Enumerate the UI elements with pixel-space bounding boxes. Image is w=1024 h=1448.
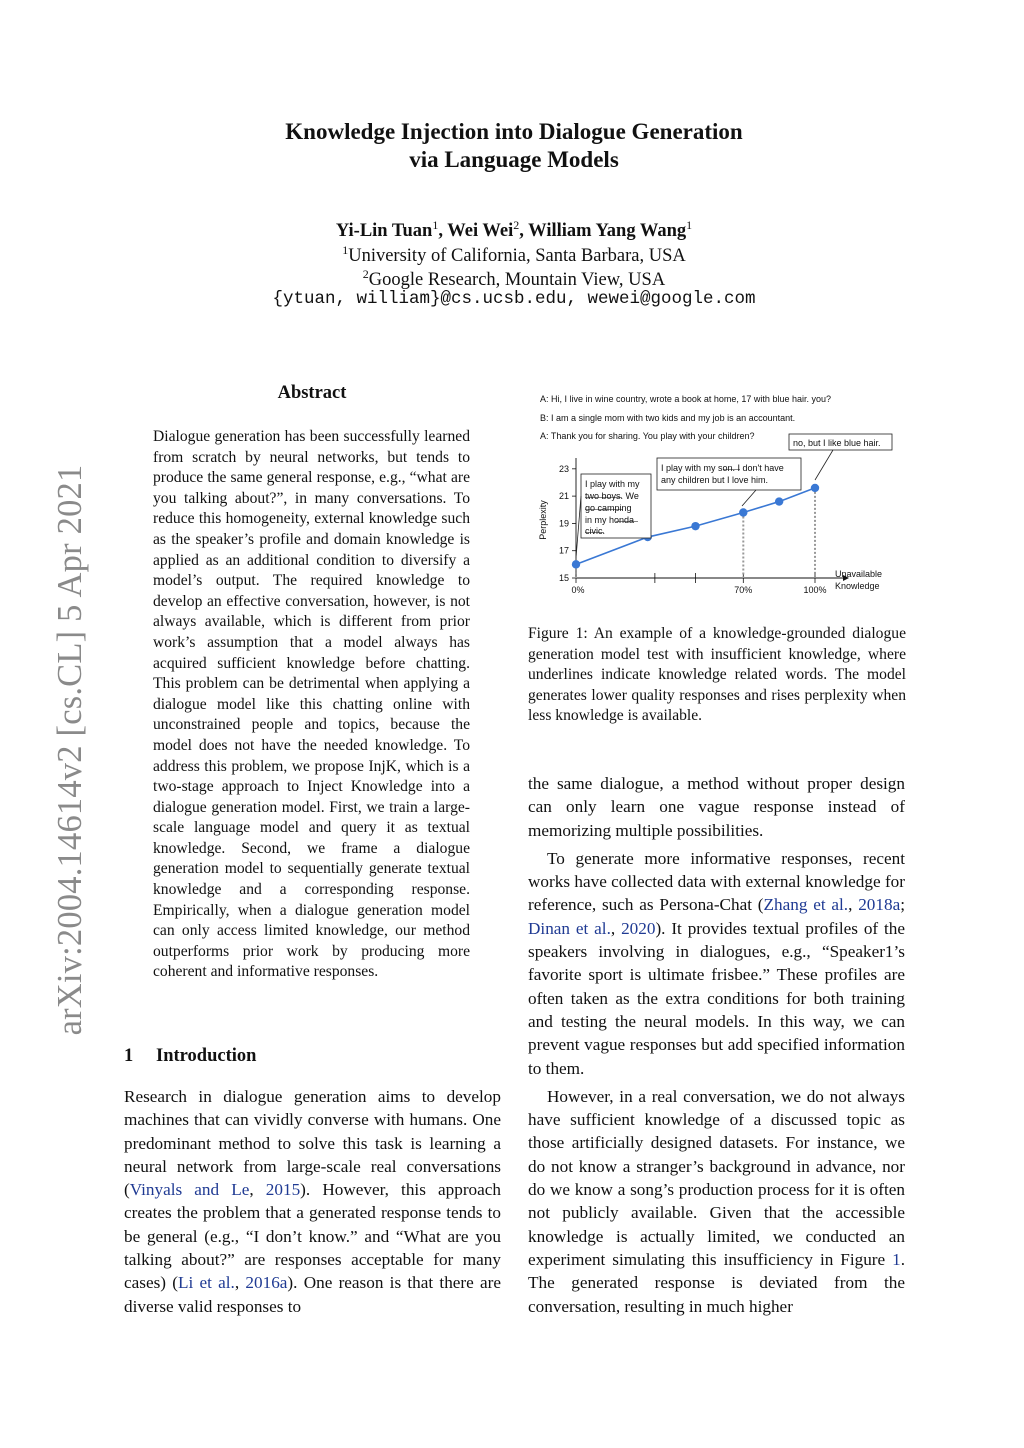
callout-1-line-1: I play with my — [585, 479, 640, 489]
author-2-sup: 2 — [513, 218, 520, 232]
citation-link[interactable]: Dinan et al. — [528, 918, 611, 938]
citation-link[interactable]: Li et al. — [177, 1273, 235, 1293]
text-run: . The generated response is deviated from the conversation, resulting in much higher — [528, 1249, 905, 1316]
abstract-heading: Abstract — [277, 383, 347, 403]
callout-3 — [789, 434, 892, 450]
text-run: , — [848, 895, 859, 915]
author-3-sup: 1 — [686, 218, 693, 232]
text-run: ). It provides textual profiles of the speakers involving in dialogues, e.g., “Speaker1’s favorite sport is ultimate frisbee.” These profiles are often taken as the extra conditions for both training and testing the neural models. In this way, we can prevent vague responses but add specified information to them. — [528, 918, 906, 1078]
figure-reference-link[interactable]: 1 — [892, 1249, 901, 1269]
intro-paragraph-continued: the same dialogue, a method without proper design can only learn one vague response instead of memorizing multiple possibilities. — [528, 774, 905, 840]
series-point — [775, 497, 783, 505]
citation-link[interactable]: 2018a — [858, 895, 901, 915]
arxiv-side-stamp: arXiv:2004.14614v2 [cs.CL] 5 Apr 2021 — [51, 464, 89, 1036]
x-tick-label: 70% — [734, 585, 753, 595]
y-axis-label: Perplexity — [538, 500, 548, 540]
figure-1 — [528, 388, 910, 606]
affiliation-2-sup: 2 — [362, 267, 369, 281]
text-run: Research in dialogue generation aims to develop machines that can vividly converse with humans. One predominant method to solve this task is learning a neural network from large-scale real conversations ( — [124, 1087, 501, 1200]
callout-3-text: no, but I like blue hair. — [793, 438, 881, 448]
callout-1-line-2: two boys. We — [585, 491, 639, 501]
callout-1-line-5: civic. — [585, 526, 605, 536]
x-axis-label-line-2: Knowledge — [835, 581, 880, 591]
author-2: Wei Wei — [447, 221, 514, 242]
text-run: To generate more informative responses, recent works have collected data with external knowledge for reference, such as Persona-Chat ( — [528, 848, 905, 915]
y-tick-label: 23 — [558, 463, 569, 474]
callout-1-line-3: go camping — [585, 503, 632, 513]
callout-1 — [581, 474, 651, 538]
abstract-body: Dialogue generation has been successfully learned from scratch by neural networks, but tends to produce the same general response, e.g., “what are you talking about?”, in many conversations. To reduce this homogeneity, external knowledge such as the speaker’s profile and domain knowledge is applied as an additional condition to diversify a model’s output. The required knowledge to develop an effective conversation, however, is not always available, which is different from prior work’s assumption that a model always has acquired sufficient knowledge before chatting. This problem can be detrimental when applying a dialogue model like this chatting online with unconstrained people and topics, because the model does not have the needed knowledge. To address this problem, we propose InjK, which is a two-stage approach to Inject Knowledge into a dialogue generation model. First, we train a large-scale language model and query it as textual knowledge. Second, we frame a dialogue generation model to sequentially generate textual knowledge and a corresponding response. Empirically, when a dialogue generation model can only access limited knowledge, our method outperforms prior work by producing more coherent and informative responses. — [153, 428, 470, 981]
affiliation-1-sup: 1 — [342, 243, 349, 257]
author-list: Yi-Lin Tuan$^1$, Wei Wei$^2$, William Yang Wang$^1$ — [335, 218, 693, 242]
intro-paragraph-1 — [124, 1085, 501, 1318]
x-tick-label: 0% — [571, 585, 585, 595]
intro-paragraph-3 — [528, 1085, 905, 1318]
text-run: ). However, this approach creates the problem that a generated response tends to be general (e.g., “I don’t know.” and “What are you talking about?” are responses acceptable for many cases) ( — [124, 1180, 501, 1293]
dialogue-line-1: A: Hi, I live in wine country, wrote a book at home, 17 with blue hair. you? — [540, 394, 831, 404]
y-tick-label: 15 — [558, 573, 569, 583]
callout-1-line-4: in my honda — [585, 515, 635, 525]
citation-link[interactable]: Zhang et al. — [763, 895, 849, 915]
dialogue-line-3: A: Thank you for sharing. You play with your children? — [540, 431, 755, 441]
series-point — [811, 484, 819, 492]
title-line-2: via Language Models — [409, 147, 619, 172]
intro-left-column — [124, 1085, 501, 1318]
text-run: ). One reason is that there are diverse valid responses to — [124, 1273, 501, 1316]
author-3: William Yang Wang — [528, 221, 687, 242]
y-tick-label: 19 — [558, 518, 569, 529]
section-heading — [124, 1046, 256, 1067]
author-emails — [180, 286, 848, 311]
y-tick-label: 17 — [558, 545, 569, 556]
intro-paragraph-2 — [528, 847, 905, 1080]
paper-title — [180, 118, 848, 174]
citation-link[interactable]: 2020 — [621, 918, 656, 938]
callout-2 — [657, 458, 801, 490]
intro-right-column — [528, 772, 905, 1318]
author-1: Yi-Lin Tuan — [335, 221, 433, 242]
affiliation-2-text: Google Research, Mountain View, USA — [368, 270, 666, 291]
text-run: ; — [900, 895, 905, 915]
title-line-1: Knowledge Injection into Dialogue Generation — [285, 119, 743, 144]
series-point — [691, 522, 699, 530]
citation-link[interactable]: 2016a — [245, 1273, 288, 1293]
section-title: Introduction — [156, 1046, 257, 1066]
callout-2-line-1: I play with my son. I don't have — [661, 463, 784, 473]
series-point — [572, 560, 580, 568]
x-tick-label: 100% — [803, 585, 827, 595]
author-1-sup: 1 — [432, 218, 439, 232]
section-number: 1 — [124, 1046, 134, 1066]
citation-link[interactable]: Vinyals and Le — [129, 1180, 250, 1200]
y-tick-label: 21 — [558, 491, 569, 502]
text-run: , — [234, 1273, 246, 1293]
affiliation-1-text: University of California, Santa Barbara, USA — [348, 246, 686, 267]
citation-link[interactable]: 2015 — [265, 1180, 301, 1200]
x-axis-label-line-1: Unavailable — [835, 569, 883, 579]
text-run: However, in a real conversation, we do not always have sufficient knowledge of a discussed topic as those artificially designed datasets. For instance, we do not know a stranger’s background in advance, nor do we know a song’s production process for it is often not publicly available. Given that the accessible knowledge is actually limited, we conducted an experiment simulating this insufficiency in Figure — [528, 1086, 905, 1269]
figure-1-caption: Figure 1: An example of a knowledge-grounded dialogue generation model test with insufficient knowledge, where underlines indicate knowledge related words. The model generates lower quality responses and rises perplexity when less knowledge is available. — [528, 625, 906, 725]
dialogue-line-2: B: I am a single mom with two kids and my job is an accountant. — [540, 413, 796, 423]
text-run: , — [249, 1180, 266, 1200]
callout-2-line-2: any children but I love him. — [661, 475, 769, 485]
series-point — [739, 508, 747, 516]
text-run: , — [610, 918, 622, 938]
email-text: {ytuan, william}@cs.ucsb.edu, wewei@google.com — [272, 289, 756, 309]
